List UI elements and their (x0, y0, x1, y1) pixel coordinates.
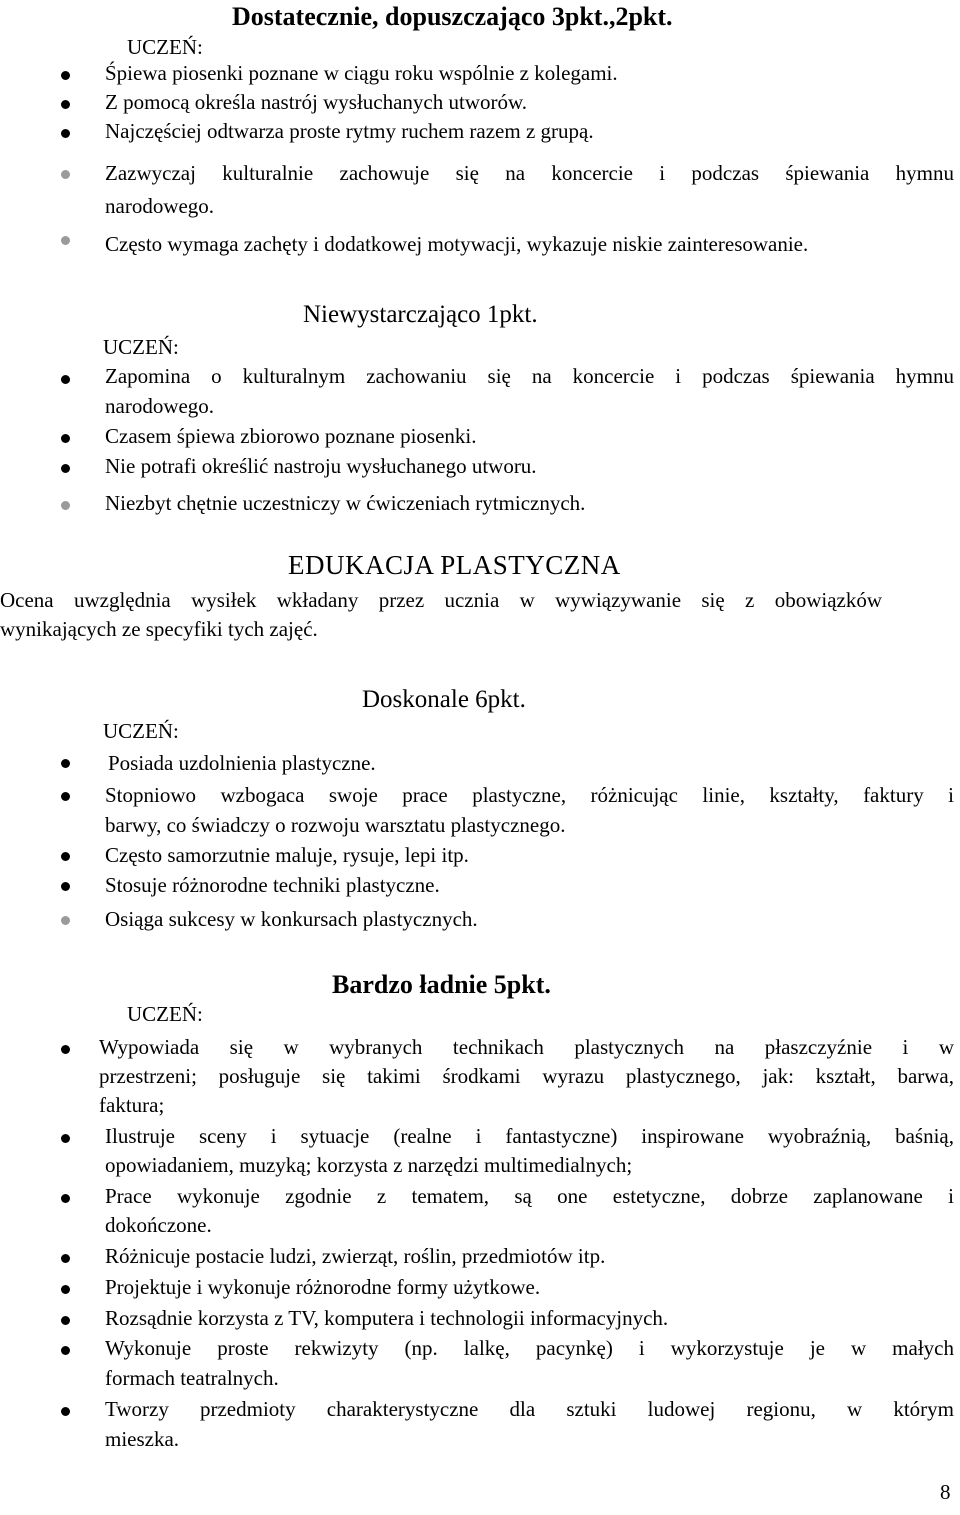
bullet-icon (61, 916, 70, 925)
list-item: Często wymaga zachęty i dodatkowej motywacji, wykazuje niskie zainteresowanie. (105, 232, 809, 256)
list-item: Zapomina o kulturalnym zachowaniu się na koncercie i podczas śpiewania hymnu (105, 364, 954, 388)
uczen-label: UCZEŃ: (103, 335, 179, 359)
intro-paragraph: Ocena uwzględnia wysiłek wkładany przez ucznia w wywiązywanie się z obowiązków (0, 588, 882, 612)
list-item: Różnicuje postacie ludzi, zwierząt, roślin, przedmiotów itp. (105, 1244, 606, 1268)
list-item-continuation: narodowego. (105, 394, 215, 418)
list-item: Rozsądnie korzysta z TV, komputera i technologii informacyjnych. (105, 1306, 669, 1330)
list-item-continuation: faktura; (99, 1093, 165, 1117)
list-item: Prace wykonuje zgodnie z tematem, są one estetyczne, dobrze zaplanowane i (105, 1184, 954, 1208)
bullet-icon (61, 375, 70, 384)
bullet-icon (61, 100, 70, 109)
bullet-icon (61, 882, 70, 891)
heading-doskonale: Doskonale 6pkt. (362, 686, 526, 713)
heading-niewystarczajaco: Niewystarczająco 1pkt. (303, 301, 538, 328)
bullet-icon (61, 501, 70, 510)
list-item: Posiada uzdolnienia plastyczne. (108, 751, 376, 775)
bullet-icon (61, 71, 70, 80)
list-item: Projektuje i wykonuje różnorodne formy użytkowe. (105, 1275, 541, 1299)
uczen-label: UCZEŃ: (127, 1002, 203, 1026)
bullet-icon (61, 1045, 70, 1054)
list-item: Z pomocą określa nastrój wysłuchanych utworów. (105, 90, 528, 114)
list-item: Osiąga sukcesy w konkursach plastycznych. (105, 907, 478, 931)
uczen-label: UCZEŃ: (127, 35, 203, 59)
bullet-icon (61, 792, 70, 801)
heading-bardzo-ladnie: Bardzo ładnie 5pkt. (332, 970, 551, 999)
list-item: Często samorzutnie maluje, rysuje, lepi itp. (105, 843, 469, 867)
list-item: Najczęściej odtwarza proste rytmy ruchem razem z grupą. (105, 119, 594, 143)
bullet-icon (61, 129, 70, 138)
list-item: Stopniowo wzbogaca swoje prace plastyczne, różnicując linie, kształty, faktury i (105, 783, 954, 807)
bullet-icon (61, 434, 70, 443)
list-item-continuation: narodowego. (105, 194, 215, 218)
list-item: Śpiewa piosenki poznane w ciągu roku wspólnie z kolegami. (105, 61, 618, 85)
bullet-icon (61, 852, 70, 861)
list-item: Stosuje różnorodne techniki plastyczne. (105, 873, 440, 897)
bullet-icon (61, 236, 70, 245)
list-item-continuation: przestrzeni; posługuje się takimi środkami wyrazu plastycznego, jak: kształt, barwa, (99, 1064, 954, 1088)
list-item: Niezbyt chętnie uczestniczy w ćwiczeniach rytmicznych. (105, 491, 586, 515)
bullet-icon (61, 170, 70, 179)
list-item: Czasem śpiewa zbiorowo poznane piosenki. (105, 424, 477, 448)
heading-dostatecznie: Dostatecznie, dopuszczająco 3pkt.,2pkt. (232, 2, 673, 31)
list-item-continuation: mieszka. (105, 1427, 180, 1451)
intro-paragraph-continuation: wynikających ze specyfiki tych zajęć. (0, 617, 318, 641)
bullet-icon (61, 464, 70, 473)
list-item: Nie potrafi określić nastroju wysłuchanego utworu. (105, 454, 537, 478)
list-item-continuation: opowiadaniem, muzyką; korzysta z narzędzi multimedialnych; (105, 1153, 633, 1177)
list-item: Tworzy przedmioty charakterystyczne dla sztuki ludowej regionu, w którym (105, 1397, 954, 1421)
bullet-icon (61, 1134, 70, 1143)
list-item-continuation: dokończone. (105, 1213, 212, 1237)
bullet-icon (61, 1316, 70, 1325)
section-title: EDUKACJA PLASTYCZNA (288, 550, 621, 580)
bullet-icon (61, 1407, 70, 1416)
list-item: Ilustruje sceny i sytuacje (realne i fantastyczne) inspirowane wyobraźnią, baśnią, (105, 1124, 954, 1148)
bullet-icon (61, 1254, 70, 1263)
list-item: Wypowiada się w wybranych technikach plastycznych na płaszczyźnie i w (99, 1035, 954, 1059)
bullet-icon (61, 1285, 70, 1294)
bullet-icon (61, 1346, 70, 1355)
page-number: 8 (940, 1480, 951, 1504)
bullet-icon (61, 759, 70, 768)
bullet-icon (61, 1194, 70, 1203)
list-item-continuation: barwy, co świadczy o rozwoju warsztatu plastycznego. (105, 813, 566, 837)
list-item: Wykonuje proste rekwizyty (np. lalkę, pacynkę) i wykorzystuje je w małych (105, 1336, 954, 1360)
list-item: Zazwyczaj kulturalnie zachowuje się na koncercie i podczas śpiewania hymnu (105, 161, 954, 185)
list-item-continuation: formach teatralnych. (105, 1366, 279, 1390)
uczen-label: UCZEŃ: (103, 719, 179, 743)
